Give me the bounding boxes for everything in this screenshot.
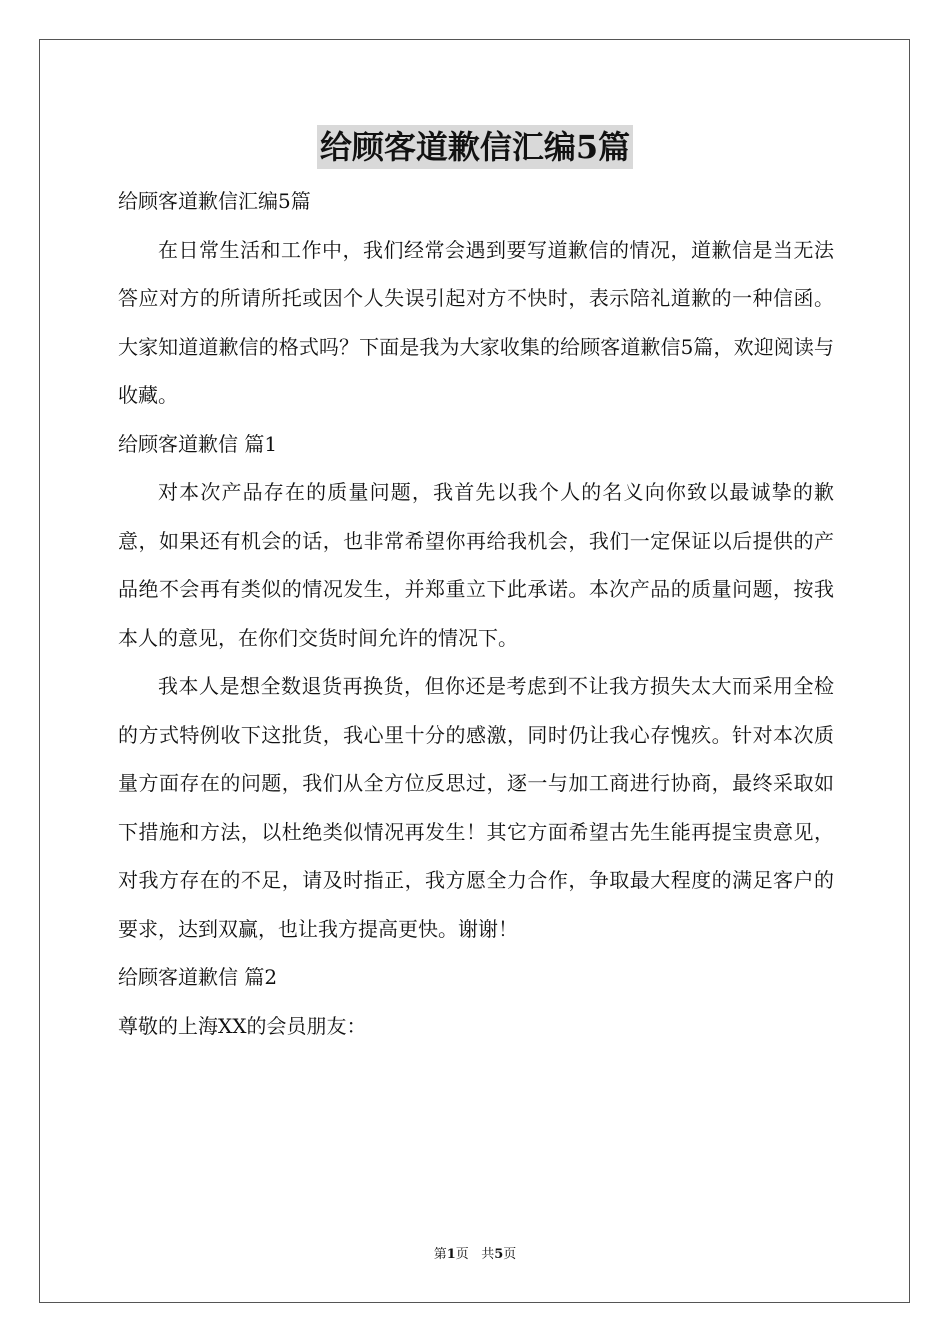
footer-total-prefix: 共 bbox=[481, 1247, 495, 1262]
page-footer bbox=[0, 1246, 950, 1264]
document-title bbox=[0, 125, 950, 169]
document-title-text: 给顾客道歉信汇编5篇 bbox=[317, 125, 633, 169]
footer-page-current: 1 bbox=[446, 1247, 456, 1262]
document-subtitle: 给顾客道歉信汇编5篇 bbox=[118, 189, 311, 213]
section1-heading: 给顾客道歉信 篇1 bbox=[118, 431, 278, 456]
intro-paragraph: 在日常生活和工作中，我们经常会遇到要写道歉信的情况，道歉信是当无法答应对方的所请所托或因个人失误引起对方不快时，表示陪礼道歉的一种信函。大家知道道歉信的格式吗？下面是我为大家收集的给顾客道歉信5篇，欢迎阅读与收藏。 bbox=[118, 237, 834, 407]
footer-page-total: 5 bbox=[494, 1247, 504, 1262]
section2-salutation: 尊敬的上海XX的会员朋友： bbox=[118, 1013, 367, 1038]
section2-heading: 给顾客道歉信 篇2 bbox=[118, 965, 278, 989]
footer-page-suffix: 页 bbox=[455, 1247, 469, 1262]
footer-page-prefix: 第 bbox=[433, 1247, 447, 1262]
footer-total-suffix: 页 bbox=[503, 1247, 517, 1262]
section1-paragraph-2: 我本人是想全数退货再换货，但你还是考虑到不让我方损失太大而采用全检的方式特例收下这批货，我心里十分的感激，同时仍让我心存愧疚。针对本次质量方面存在的问题，我们从全方位反思过，逐一与加工商进行协商，最终采取如下措施和方法，以杜绝类似情况再发生！其它方面希望古先生能再提宝贵意见，对我方存在的不足，请及时指正，我方愿全力合作，争取最大程度的满足客户的要求，达到双赢，也让我方提高更快。谢谢！ bbox=[118, 674, 834, 941]
section1-paragraph-1: 对本次产品存在的质量问题，我首先以我个人的名义向你致以最诚挚的歉意，如果还有机会的话，也非常希望你再给我机会，我们一定保证以后提供的产品绝不会再有类似的情况发生，并郑重立下此承诺。本次产品的质量问题，按我本人的意见，在你们交货时间允许的情况下。 bbox=[118, 480, 834, 650]
document-body bbox=[118, 177, 834, 1050]
